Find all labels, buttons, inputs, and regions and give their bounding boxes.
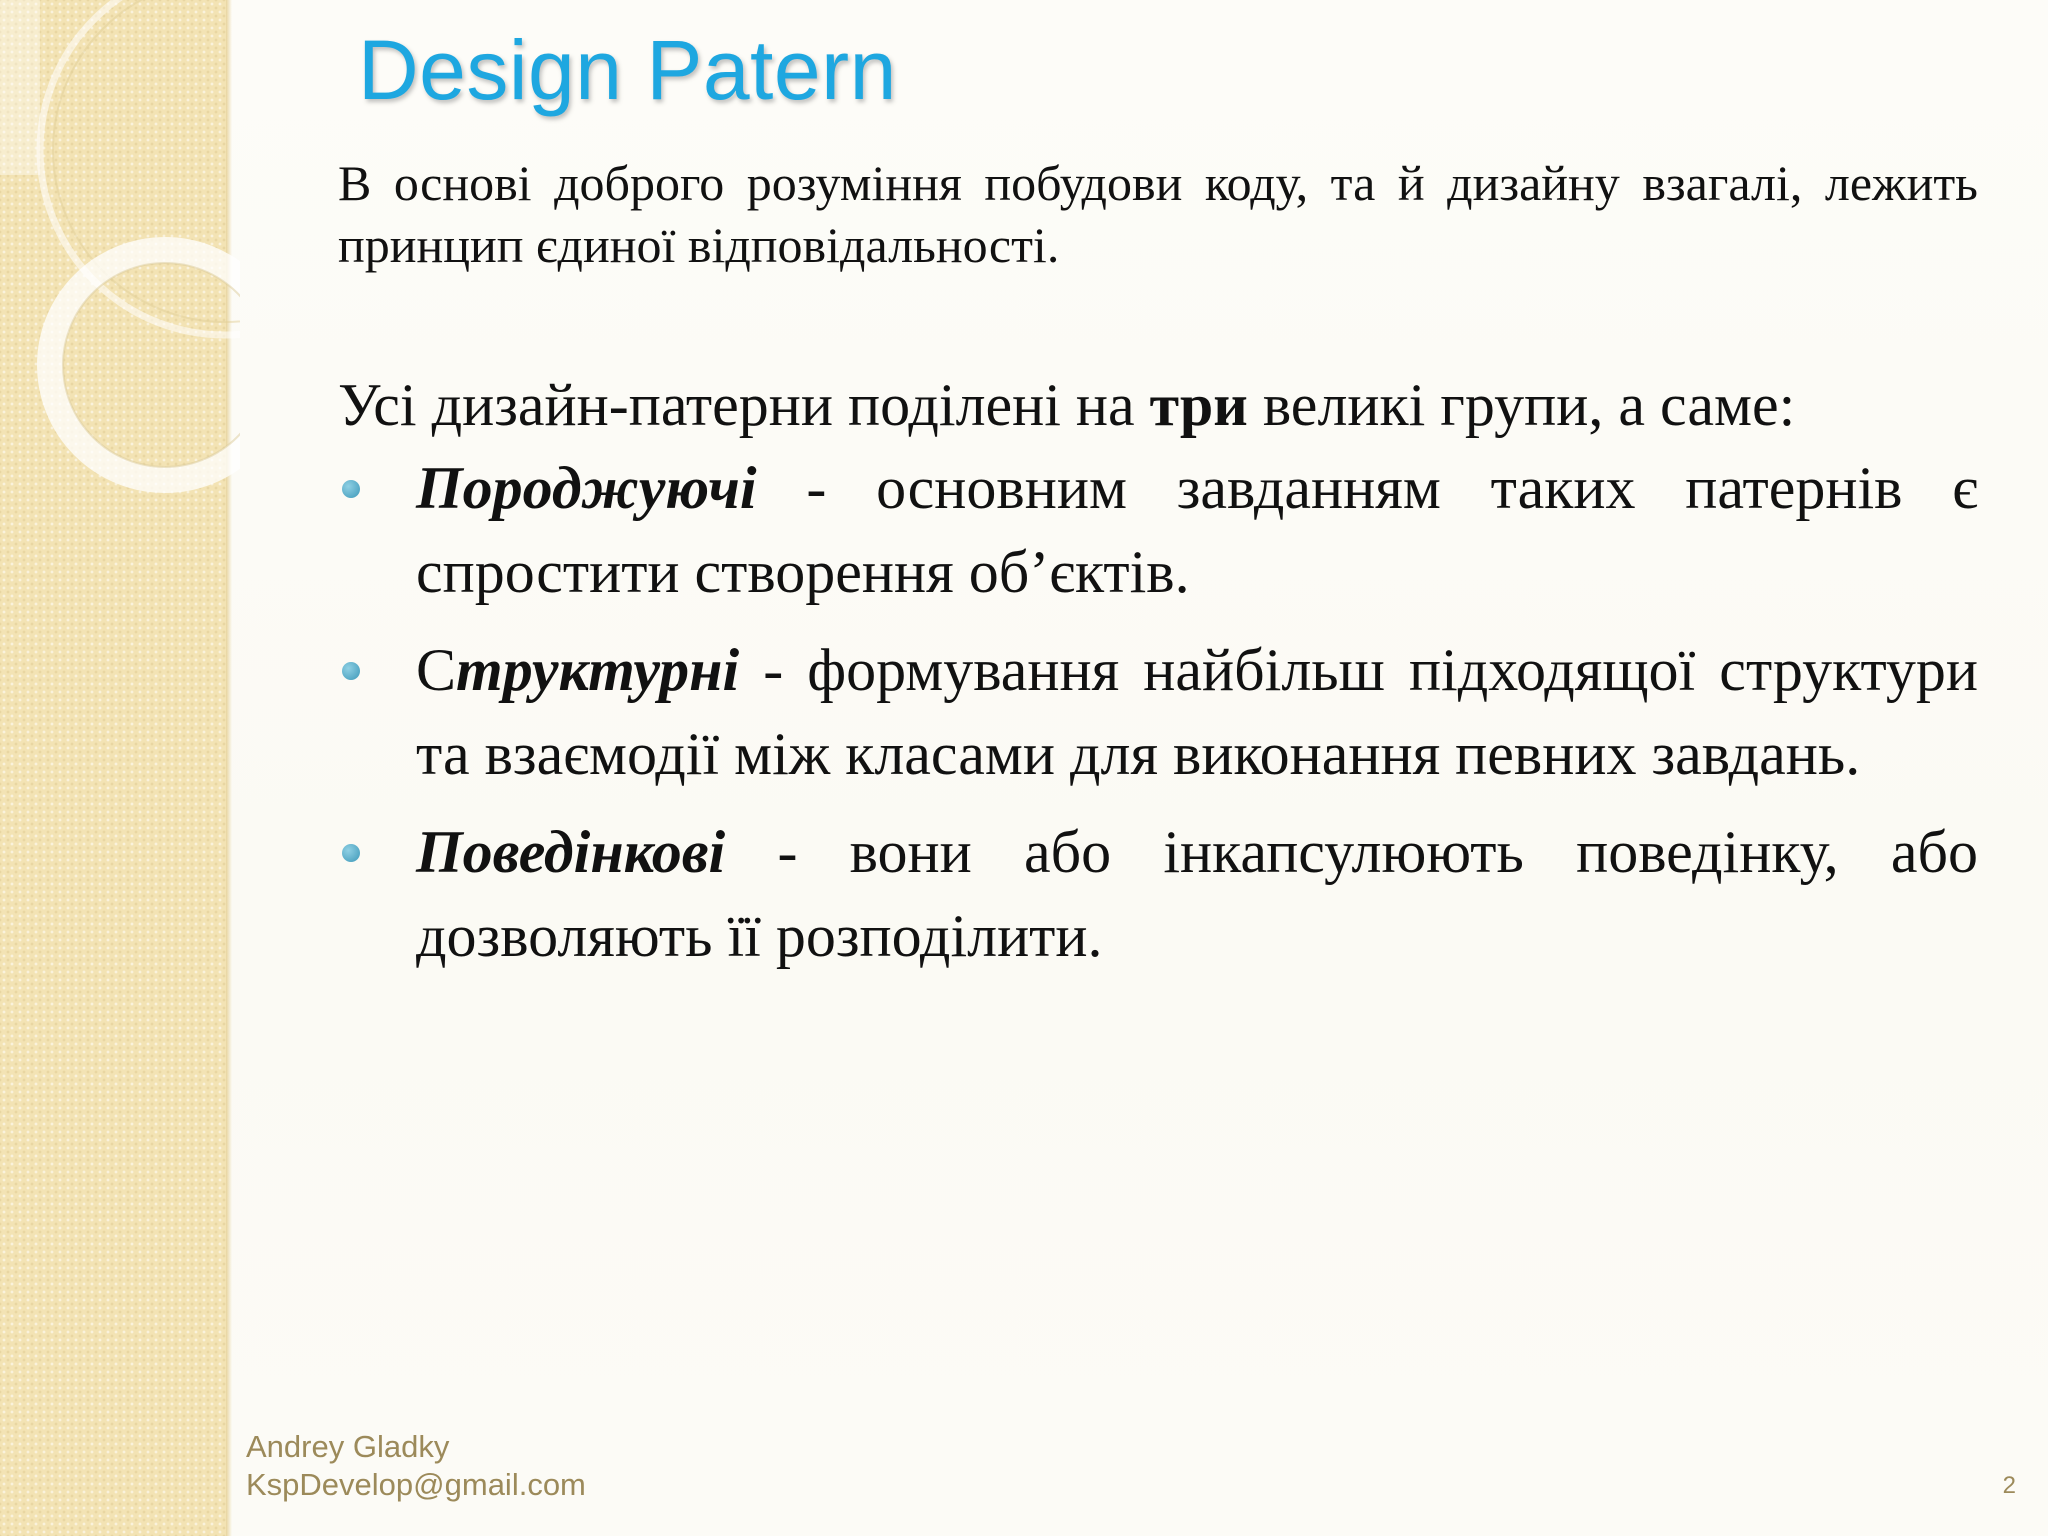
list-item-creational [338, 446, 1978, 614]
group-description: - основним завданням таких патернів є спростити створення об’єктів. [416, 455, 1978, 605]
list-item-structural [338, 628, 1978, 796]
group-description: - формування найбільш підходящої структури та взаємодії між класами для виконання певних завдань. [416, 637, 1978, 787]
lead-text-before: Усі дизайн-патерни поділені на [338, 372, 1150, 438]
bullet-icon [342, 844, 360, 862]
slide-title: Design Patern [358, 23, 897, 117]
lead-text-bold: три [1149, 372, 1248, 438]
group-term: труктурні [456, 637, 740, 703]
footer-email: KspDevelop@gmail.com [246, 1467, 586, 1502]
intro-paragraph: В основі доброго розуміння побудови коду, та й дизайну взагалі, лежить принцип єдиної відповідальності. [338, 155, 1978, 273]
group-description: - вони або інкапсулюють поведінку, або дозволяють її розподілити. [416, 819, 1978, 969]
bullet-icon [342, 480, 360, 498]
slide-footer [246, 1428, 586, 1504]
bullet-icon [342, 662, 360, 680]
decorative-rings [0, 0, 240, 520]
groups-lead [338, 364, 1978, 446]
footer-author: Andrey Gladky [246, 1429, 450, 1464]
lead-text-after: великі групи, а саме: [1247, 372, 1796, 438]
list-item-behavioral [338, 810, 1978, 978]
slide-content [338, 152, 1978, 978]
group-term: Поведінкові [416, 819, 726, 885]
pattern-groups-list [338, 446, 1978, 978]
group-term: Породжуючі [416, 455, 757, 521]
page-number: 2 [2002, 1472, 2016, 1499]
group-term-prefix: С [416, 637, 457, 703]
